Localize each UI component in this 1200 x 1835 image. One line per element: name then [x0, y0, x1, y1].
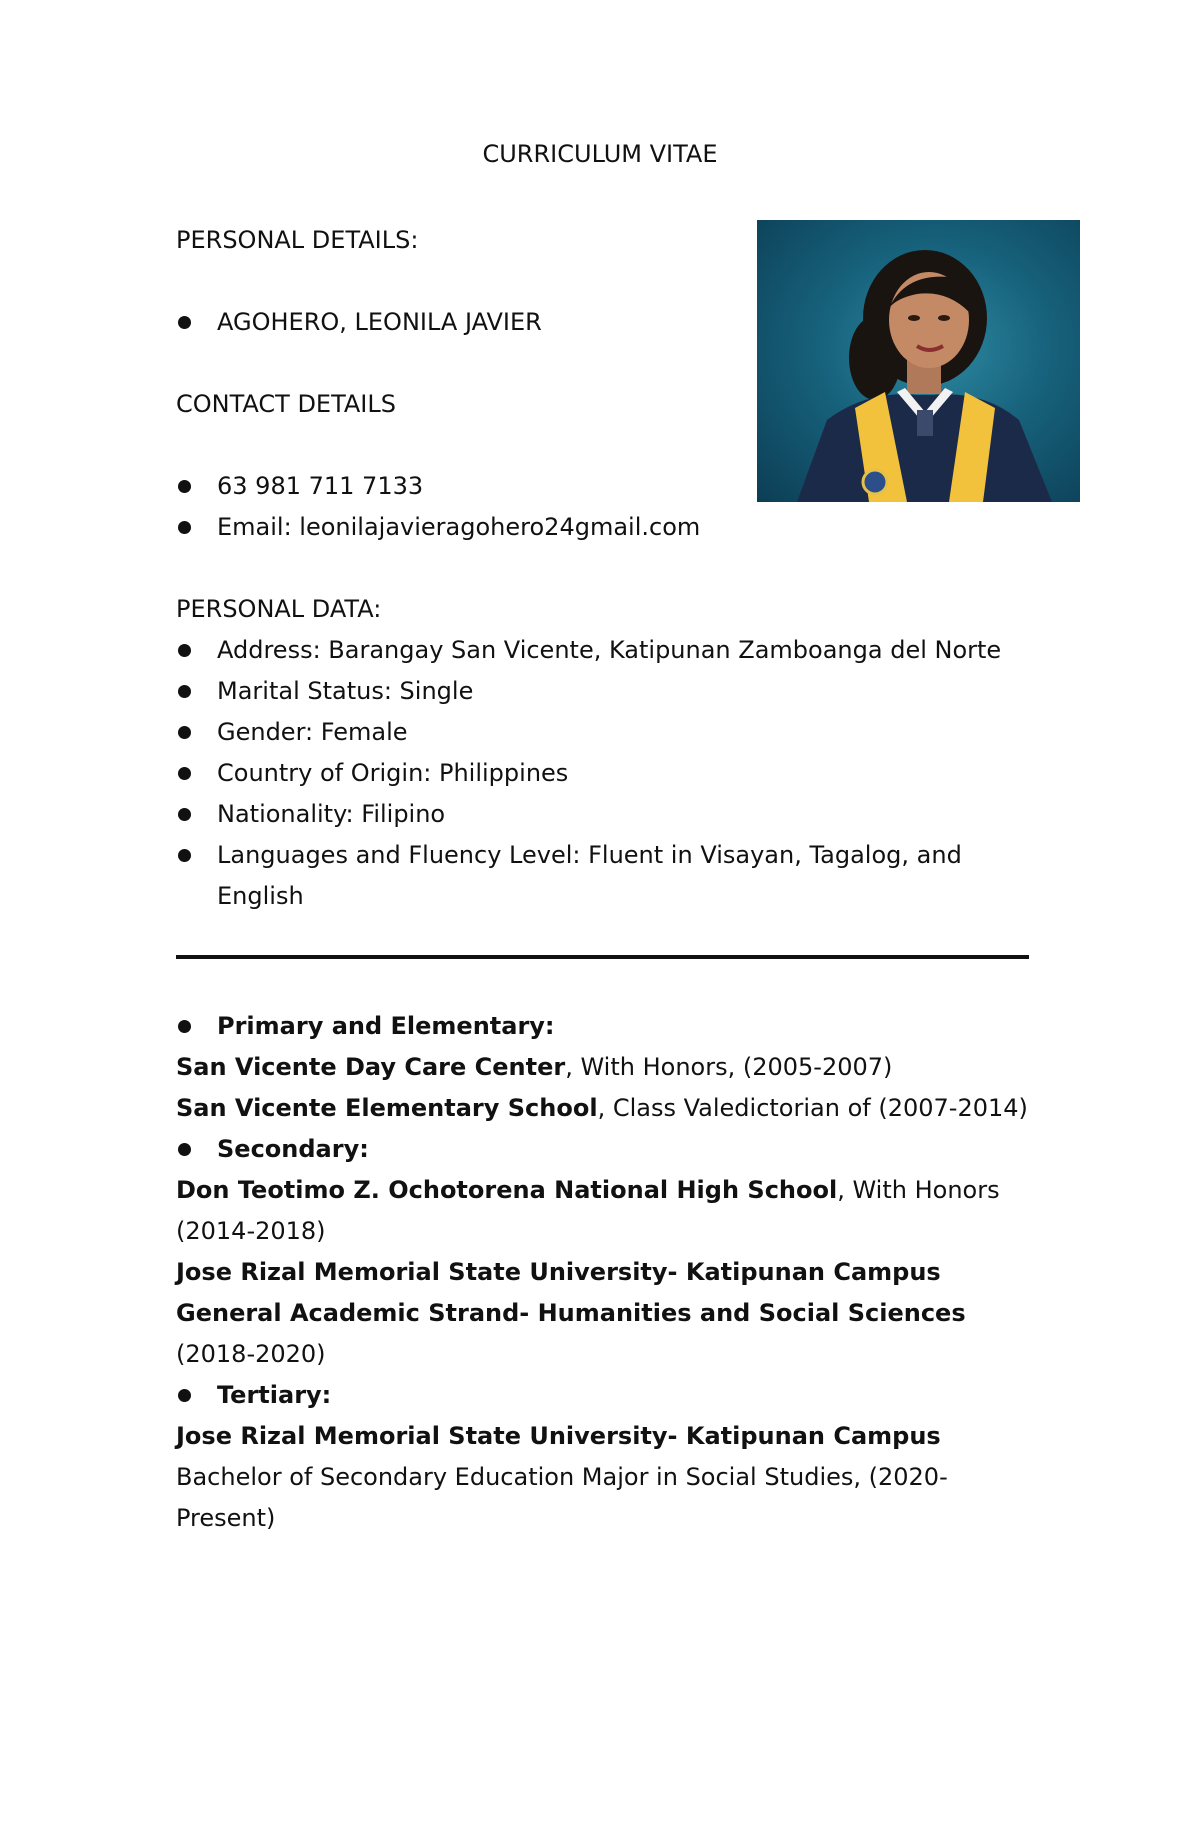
marital-status-item: Marital Status: Single [176, 676, 473, 706]
school-detail: , Class Valedictorian of (2007-2014) [597, 1094, 1028, 1122]
school-name: San Vicente Day Care Center [176, 1053, 566, 1081]
portrait-photo [757, 220, 1080, 502]
secondary-heading: Secondary: [176, 1134, 369, 1164]
school-name: Don Teotimo Z. Ochotorena National High School [176, 1176, 838, 1204]
address-item: Address: Barangay San Vicente, Katipunan Zamboanga del Norte [176, 635, 1001, 665]
elementary-entry [176, 1093, 1028, 1123]
languages-item-continued: English [217, 882, 304, 910]
contact-details-heading: CONTACT DETAILS [176, 390, 396, 418]
senior-high-strand: General Academic Strand- Humanities and Social Sciences [176, 1299, 966, 1327]
school-name: San Vicente Elementary School [176, 1094, 598, 1122]
graduation-portrait-icon [757, 220, 1080, 502]
document-title: CURRICULUM VITAE [482, 140, 718, 168]
personal-data-heading: PERSONAL DATA: [176, 595, 382, 623]
section-divider [176, 955, 1029, 959]
degree-line-continued: Present) [176, 1504, 276, 1532]
primary-entry [176, 1052, 892, 1082]
nationality-item: Nationality: Filipino [176, 799, 445, 829]
school-detail: , With Honors, (2005-2007) [565, 1053, 893, 1081]
high-school-entry [176, 1175, 1000, 1205]
country-item: Country of Origin: Philippines [176, 758, 568, 788]
email-item: Email: leonilajavieragohero24gmail.com [176, 512, 700, 542]
languages-item: Languages and Fluency Level: Fluent in Visayan, Tagalog, and [176, 840, 962, 870]
phone-item: 63 981 711 7133 [176, 471, 423, 501]
senior-high-school: Jose Rizal Memorial State University- Katipunan Campus [176, 1258, 941, 1286]
gender-item: Gender: Female [176, 717, 408, 747]
tertiary-heading: Tertiary: [176, 1380, 331, 1410]
university-name: Jose Rizal Memorial State University- Katipunan Campus [176, 1422, 941, 1450]
senior-high-years: (2018-2020) [176, 1340, 326, 1368]
primary-heading: Primary and Elementary: [176, 1011, 555, 1041]
degree-line: Bachelor of Secondary Education Major in Social Studies, (2020- [176, 1463, 948, 1491]
name-item: AGOHERO, LEONILA JAVIER [176, 307, 542, 337]
school-detail: , With Honors [837, 1176, 1000, 1204]
personal-details-heading: PERSONAL DETAILS: [176, 226, 419, 254]
high-school-years: (2014-2018) [176, 1217, 326, 1245]
